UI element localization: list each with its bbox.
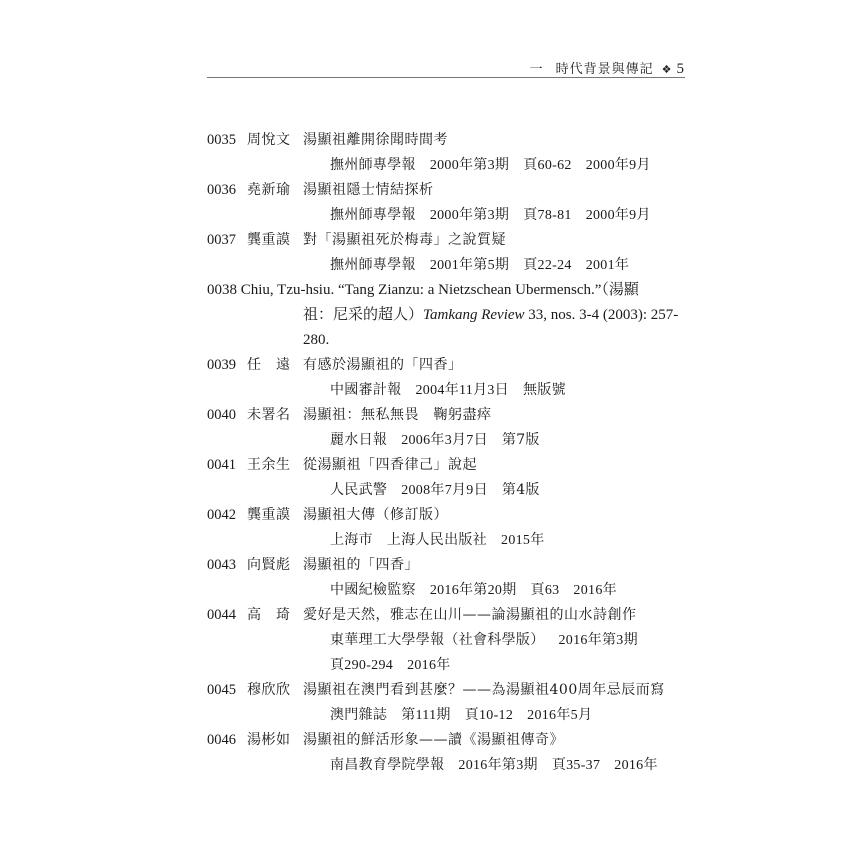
bibliography-entry [207,278,687,353]
journal: 澳門雜誌 [330,707,388,723]
date: 2016年 [407,658,451,673]
entry-publication [207,378,687,403]
date: 2016年 [573,583,617,598]
entry-title: 對「湯顯祖死於梅毒」之說質疑 [303,232,506,248]
entry-author: 龔重謨 [247,232,291,248]
citation-pages-end: 280. [303,332,330,348]
issue: 第111期 [401,708,451,723]
entry-author: 湯彬如 [247,732,291,748]
entry-title: 湯顯祖隱士情結探析 [303,182,434,198]
journal: 中國紀檢監察 [330,582,416,598]
journal: 撫州師專學報 [330,157,416,173]
citation-volume: 33, nos. 3-4 (2003): 257- [524,307,679,323]
journal-title: Tamkang Review [423,307,525,323]
entry-citation-continued [207,303,687,328]
issue: 2016年第3期 [458,758,538,773]
date: 2004年11月3日 [415,383,509,398]
entry-publication [207,753,687,778]
bibliography-entry [207,228,687,278]
bibliography-list [207,128,687,778]
entry-number: 0036 [207,182,236,198]
running-head [207,58,685,76]
entry-publication-continued [207,653,687,678]
bibliography-entry [207,678,687,728]
entry-publication [207,528,687,553]
entry-title: 湯顯祖：無私無畏 鞠躬盡瘁 [303,407,492,423]
entry-title: 有感於湯顯祖的「四香」 [303,357,463,373]
ornament-icon: ❖ [661,63,673,76]
date: 2008年7月9日 [401,483,488,498]
journal: 撫州師專學報 [330,207,416,223]
entry-number: 0035 [207,132,236,148]
journal: 東華理工大學學報（社會科學版） [330,632,545,648]
issue: 2016年第3期 [558,633,638,648]
journal: 麗水日報 [330,432,388,448]
page-number: 5 [676,61,685,77]
entry-number: 0038 [207,282,237,298]
pages: 頁60-62 [523,158,572,173]
entry-number: 0042 [207,507,236,523]
date: 2016年 [614,758,658,773]
entry-number: 0044 [207,607,236,623]
issue: 2016年第20期 [429,583,517,598]
issue: 2000年第3期 [429,158,510,173]
header-rule [207,77,685,78]
entry-author: 王余生 [247,457,291,473]
entry-title: 從湯顯祖「四香律己」說起 [303,457,477,473]
edition: 第4版 [501,482,540,498]
bibliography-entry [207,603,687,678]
pages: 頁10-12 [464,708,514,723]
bibliography-entry [207,728,687,778]
entry-title: 湯顯祖在澳門看到甚麼？——為湯顯祖400周年忌辰而寫 [303,682,665,698]
entry-number: 0041 [207,457,236,473]
entry-author: 任 遠 [247,357,291,373]
journal: 中國審計報 [330,382,402,398]
issue: 2001年第5期 [429,258,510,273]
entry-title: 湯顯祖的鮮活形象——讀《湯顯祖傳奇》 [303,732,564,748]
entry-publication [207,428,687,453]
date: 2006年3月7日 [401,433,488,448]
entry-citation: Chiu, Tzu-hsiu. “Tang Zianzu: a Nietzschean Ubermensch.”（湯顯 [240,282,639,298]
entry-number: 0040 [207,407,236,423]
entry-publication [207,203,687,228]
entry-title: 愛好是天然，雅志在山川——論湯顯祖的山水詩創作 [303,607,637,623]
entry-publication [207,153,687,178]
bibliography-entry [207,353,687,403]
pages: 頁290-294 [330,658,394,673]
date: 2000年9月 [585,158,651,173]
entry-number: 0043 [207,557,236,573]
entry-title: 湯顯祖大傳（修訂版） [303,507,448,523]
pages: 頁35-37 [551,758,601,773]
date: 2000年9月 [585,208,651,223]
bibliography-entry [207,403,687,453]
entry-author: 未署名 [247,407,291,423]
date: 2015年 [501,533,545,548]
entry-author: 周悅文 [247,132,291,148]
entry-author: 穆欣欣 [247,682,291,698]
city: 上海市 [330,532,373,548]
chapter-title: 時代背景與傳記 [555,62,654,77]
bibliography-entry [207,553,687,603]
bibliography-entry [207,503,687,553]
entry-citation-continued [207,328,687,353]
entry-author: 高 琦 [247,607,291,623]
pages: 頁22-24 [523,258,572,273]
entry-number: 0037 [207,232,236,248]
entry-publication [207,628,687,653]
bibliography-entry [207,178,687,228]
entry-number: 0046 [207,732,236,748]
entry-publication [207,703,687,728]
date: 2001年 [585,258,630,273]
pages: 頁78-81 [523,208,572,223]
entry-author: 向賢彪 [247,557,291,573]
publisher: 上海人民出版社 [386,532,488,548]
bibliography-entry [207,453,687,503]
entry-author: 堯新瑜 [247,182,291,198]
edition: 第7版 [501,432,540,448]
citation-translation: 祖：尼采的超人） [303,307,424,323]
journal: 南昌教育學院學報 [330,757,445,773]
entry-publication [207,578,687,603]
bibliography-entry [207,128,687,178]
entry-author: 龔重謨 [247,507,291,523]
journal: 人民武警 [330,482,388,498]
entry-number: 0045 [207,682,236,698]
edition: 無版號 [522,382,566,398]
issue: 2000年第3期 [429,208,510,223]
date: 2016年5月 [527,708,593,723]
entry-number: 0039 [207,357,236,373]
entry-publication [207,478,687,503]
entry-english-line [207,278,639,303]
entry-publication [207,253,687,278]
pages: 頁63 [530,583,560,598]
journal: 撫州師專學報 [330,257,416,273]
chapter-dash: 一 [529,62,544,77]
entry-title: 湯顯祖離開徐聞時間考 [303,132,448,148]
entry-title: 湯顯祖的「四香」 [303,557,419,573]
